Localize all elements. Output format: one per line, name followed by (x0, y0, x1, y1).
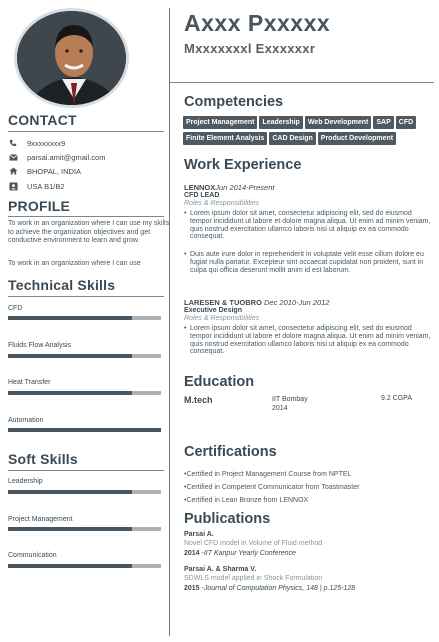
skill-bar-fill (8, 354, 132, 358)
education-institute (272, 395, 308, 413)
education-institute-name: IIT Bombay (272, 396, 308, 403)
job-company: LARESEN & TUOBRO (184, 298, 262, 307)
publication-venue: -IIT Kanpur Yearly Conference (201, 550, 296, 557)
skill-bar-fill (8, 428, 161, 432)
skill-label: Communication (8, 552, 57, 559)
profile-paragraph-2: To work in an organization where I can use (8, 260, 141, 267)
skill-bar (8, 354, 161, 358)
skill-bar-fill (8, 564, 132, 568)
publication-citation (184, 585, 355, 592)
contact-visa-text: USA B1/B2 (27, 181, 65, 191)
competency-tag: Leadership (259, 116, 302, 129)
skill-bar-fill (8, 391, 132, 395)
certification-text: Certified in Competent Communicator from Toastmaster (186, 484, 360, 491)
job-bullet: • Duis aute irure dolor in reprehenderit in voluptate velit esse cillum dolore eu fugiat nulla pariatur. Excepteur sint occaecat cupidatat non proident, sunt in culpa qui officia deserunt mollit anim id est laborum. (184, 251, 434, 274)
competency-tag: Web Development (305, 116, 372, 129)
job-dates: Jun 2014-Present (215, 183, 275, 192)
publication-year: 2014 (184, 550, 200, 557)
mail-icon (8, 152, 18, 162)
skill-label: Fluids Flow Analysis (8, 342, 72, 349)
home-icon (8, 166, 18, 176)
skill-bar (8, 564, 161, 568)
skill-label: Automation (8, 417, 44, 424)
competency-tag: Finite Element Analysis (183, 132, 267, 145)
skill-bar-fill (8, 490, 132, 494)
soft-skills-divider (8, 470, 164, 471)
contact-phone (8, 138, 65, 148)
skill-bar (8, 391, 161, 395)
certification-text: Certified in Project Management Course from NPTEL (186, 471, 352, 478)
job-header (184, 183, 274, 192)
skill-label: Project Management (8, 516, 73, 523)
competencies-title: Competencies (184, 94, 284, 110)
education-grade: 9.2 CGPA (381, 395, 412, 402)
profile-photo (14, 8, 129, 108)
job-bullet: • Lorem ipsum dolor sit amet, consectetur adipiscing elit, sed do eiusmod tempor incididunt ut labore et dolore magna aliqua. Ut enim ad minim veniam, quis nostrud exercitation ullamco laboris nisi ut aliquip ex ea commodo consequat. (184, 325, 434, 356)
id-card-icon (8, 181, 18, 191)
competency-tag: Project Management (183, 116, 257, 129)
skill-label: Leadership (8, 478, 43, 485)
job-responsibilities-label: Roles & Responsibilities (184, 315, 260, 322)
job-header (184, 298, 329, 307)
contact-email[interactable] (8, 152, 105, 162)
job-role: CFD LEAD (184, 192, 220, 199)
profile-title: PROFILE (8, 198, 71, 214)
header-divider (170, 82, 434, 83)
contact-phone-text: 9xxxxxxxx9 (27, 138, 66, 148)
job-responsibilities-label: Roles & Responsibilities (184, 200, 260, 207)
skill-bar (8, 316, 161, 320)
profile-divider (8, 216, 164, 217)
contact-title: CONTACT (8, 112, 77, 128)
publication-title: SDWLS model applied in Shock Formulation (184, 575, 323, 582)
contact-location-text: BHOPAL, INDIA (27, 166, 82, 176)
competency-tag: CAD Design (269, 132, 315, 145)
profile-paragraph-1: To work in an organization where I can use my skills to achieve the organization objectives and get conductive environment to learn and grow. (8, 220, 170, 244)
competency-tag: Product Development (318, 132, 396, 145)
competency-tags (183, 116, 435, 145)
publication-citation (184, 550, 296, 557)
soft-skills-title: Soft Skills (8, 451, 78, 467)
skill-label: CFD (8, 305, 23, 312)
job-role: Executive Design (184, 307, 242, 314)
education-degree: M.tech (184, 395, 213, 405)
education-title: Education (184, 374, 255, 390)
skill-bar-fill (8, 316, 132, 320)
candidate-name: Axxx Pxxxxx (184, 10, 331, 36)
skill-bar (8, 428, 161, 432)
job-bullet: • Lorem ipsum dolor sit amet, consectetur adipiscing elit, sed do eiusmod tempor incididunt ut labore et dolore magna aliqua. Ut enim ad minim veniam, quis nostrud exercitation ullamco laboris nisi ut aliquip ex ea commodo consequat. (184, 210, 434, 241)
publication-title: Novel CFD model in Volume of Fluid method (184, 540, 323, 547)
competency-tag: SAP (373, 116, 393, 129)
phone-icon (8, 138, 18, 148)
certifications-title: Certifications (184, 444, 277, 460)
contact-divider (8, 131, 164, 132)
education-year: 2014 (272, 405, 288, 412)
skill-bar-fill (8, 527, 132, 531)
publication-authors: Parsai A. (184, 531, 214, 538)
contact-visa (8, 181, 65, 191)
publication-venue: -Journal of Computation Physics, 148 | p.125-128 (201, 585, 356, 592)
technical-skills-title: Technical Skills (8, 277, 116, 293)
experience-title: Work Experience (184, 157, 302, 173)
contact-location (8, 166, 81, 176)
skill-bar (8, 527, 161, 531)
competency-tag: CFD (396, 116, 416, 129)
job-company: LENNOX (184, 183, 216, 192)
publication-year: 2015 (184, 585, 200, 592)
contact-email-text[interactable]: parsai.amit@gmail.com (27, 152, 106, 162)
publication-authors: Parsai A. & Sharma V. (184, 566, 257, 573)
candidate-title: Mxxxxxxxl Exxxxxxr (184, 41, 316, 56)
certification-item: •Certified in Competent Communicator from Toastmaster (184, 484, 360, 491)
skill-bar (8, 490, 161, 494)
column-divider (169, 8, 170, 636)
technical-skills-divider (8, 296, 164, 297)
skill-label: Heat Transfer (8, 379, 51, 386)
job-dates: Dec 2010-Jun 2012 (264, 298, 330, 307)
certification-item: •Certified in Lean Bronze from LENNOX (184, 497, 309, 504)
left-sidebar (0, 0, 168, 642)
certification-item: •Certified in Project Management Course from NPTEL (184, 471, 352, 478)
publications-title: Publications (184, 511, 271, 527)
certification-text: Certified in Lean Bronze from LENNOX (186, 497, 309, 504)
